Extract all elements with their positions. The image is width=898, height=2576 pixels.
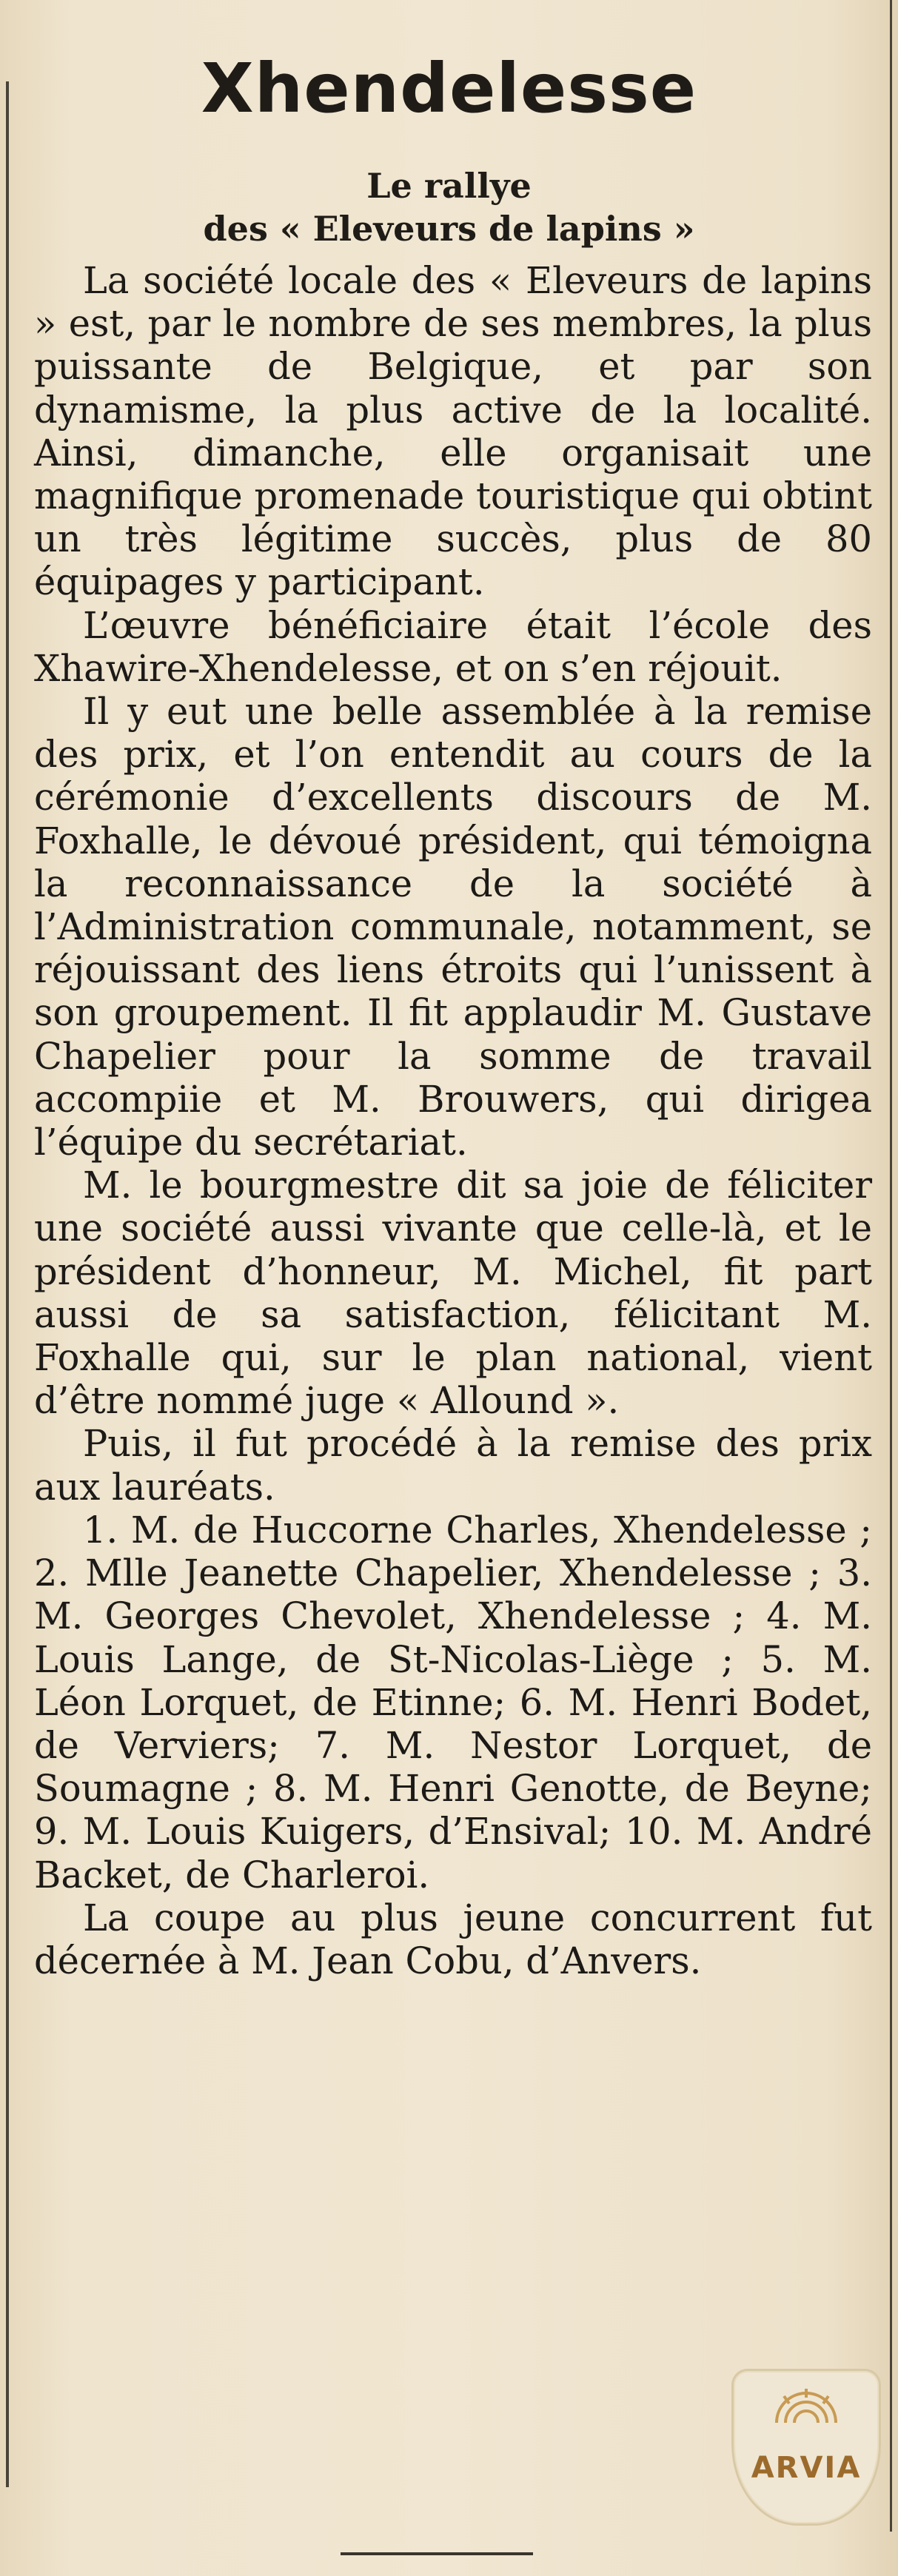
paragraph: L’œuvre bénéficiaire était l’école des Xhawire-Xhendelesse, et on s’en réjouit. xyxy=(34,603,872,690)
stamp-label: ARVIA xyxy=(751,2451,862,2485)
paragraph: M. le bourgmestre dit sa joie de féliciter une société aussi vivante que celle-là, et le président d’honneur, M. Michel, fit part aussi de sa satisfaction, félicitant M. Foxhalle qui, sur le plan national, vient d’être nommé juge « Allound ». xyxy=(34,1164,872,1423)
article-headline xyxy=(0,164,898,250)
paragraph: Puis, il fut procédé à la remise des prix aux lauréats. xyxy=(34,1422,872,1509)
archive-stamp xyxy=(731,2369,881,2526)
paragraph: Il y eut une belle assemblée à la remise des prix, et l’on entendit au cours de la cérémonie d’excellents discours de M. Foxhalle, le dévoué président, qui témoigna la reconnaissance de la société à l’Administration communale, notamment, se réjouissant des liens étroits qui l’unissent à son groupement. Il fit applaudir M. Gustave Chapelier pour la somme de travail accompiie et M. Brouwers, qui dirigea l’équipe du secrétariat. xyxy=(34,690,872,1164)
paragraph: La coupe au plus jeune concurrent fut décernée à M. Jean Cobu, d’Anvers. xyxy=(34,1896,872,1982)
headline-line-2: des « Eleveurs de lapins » xyxy=(203,209,695,249)
sunrise-icon xyxy=(769,2387,843,2424)
article-body xyxy=(34,259,872,1982)
headline-line-1: Le rallye xyxy=(366,166,532,206)
prize-list-paragraph: 1. M. de Huccorne Charles, Xhendelesse ; 2. Mlle Jeanette Chapelier, Xhendelesse ; 3. M. Georges Chevolet, Xhendelesse ; 4. M. Louis Lange, de St-Nicolas-Liège ; 5. M. Léon Lorquet, de Etinne; 6. M. Henri Bodet, de Verviers; 7. M. Nestor Lorquet, de Soumagne ; 8. M. Henri Genotte, de Beyne; 9. M. Louis Kuigers, d’Ensival; 10. M. André Backet, de Charleroi. xyxy=(34,1508,872,1896)
location-heading: Xhendelesse xyxy=(201,49,697,128)
column-rule-right xyxy=(890,0,892,2532)
paragraph: La société locale des « Eleveurs de lapins » est, par le nombre de ses membres, la plus puissante de Belgique, et par son dynamisme, la plus active de la localité. Ainsi, dimanche, elle organisait une magnifique promenade touristique qui obtint un très légitime succès, plus de 80 équipages y participant. xyxy=(34,259,872,604)
column-rule-left xyxy=(6,81,9,2487)
end-rule xyxy=(341,2552,533,2555)
